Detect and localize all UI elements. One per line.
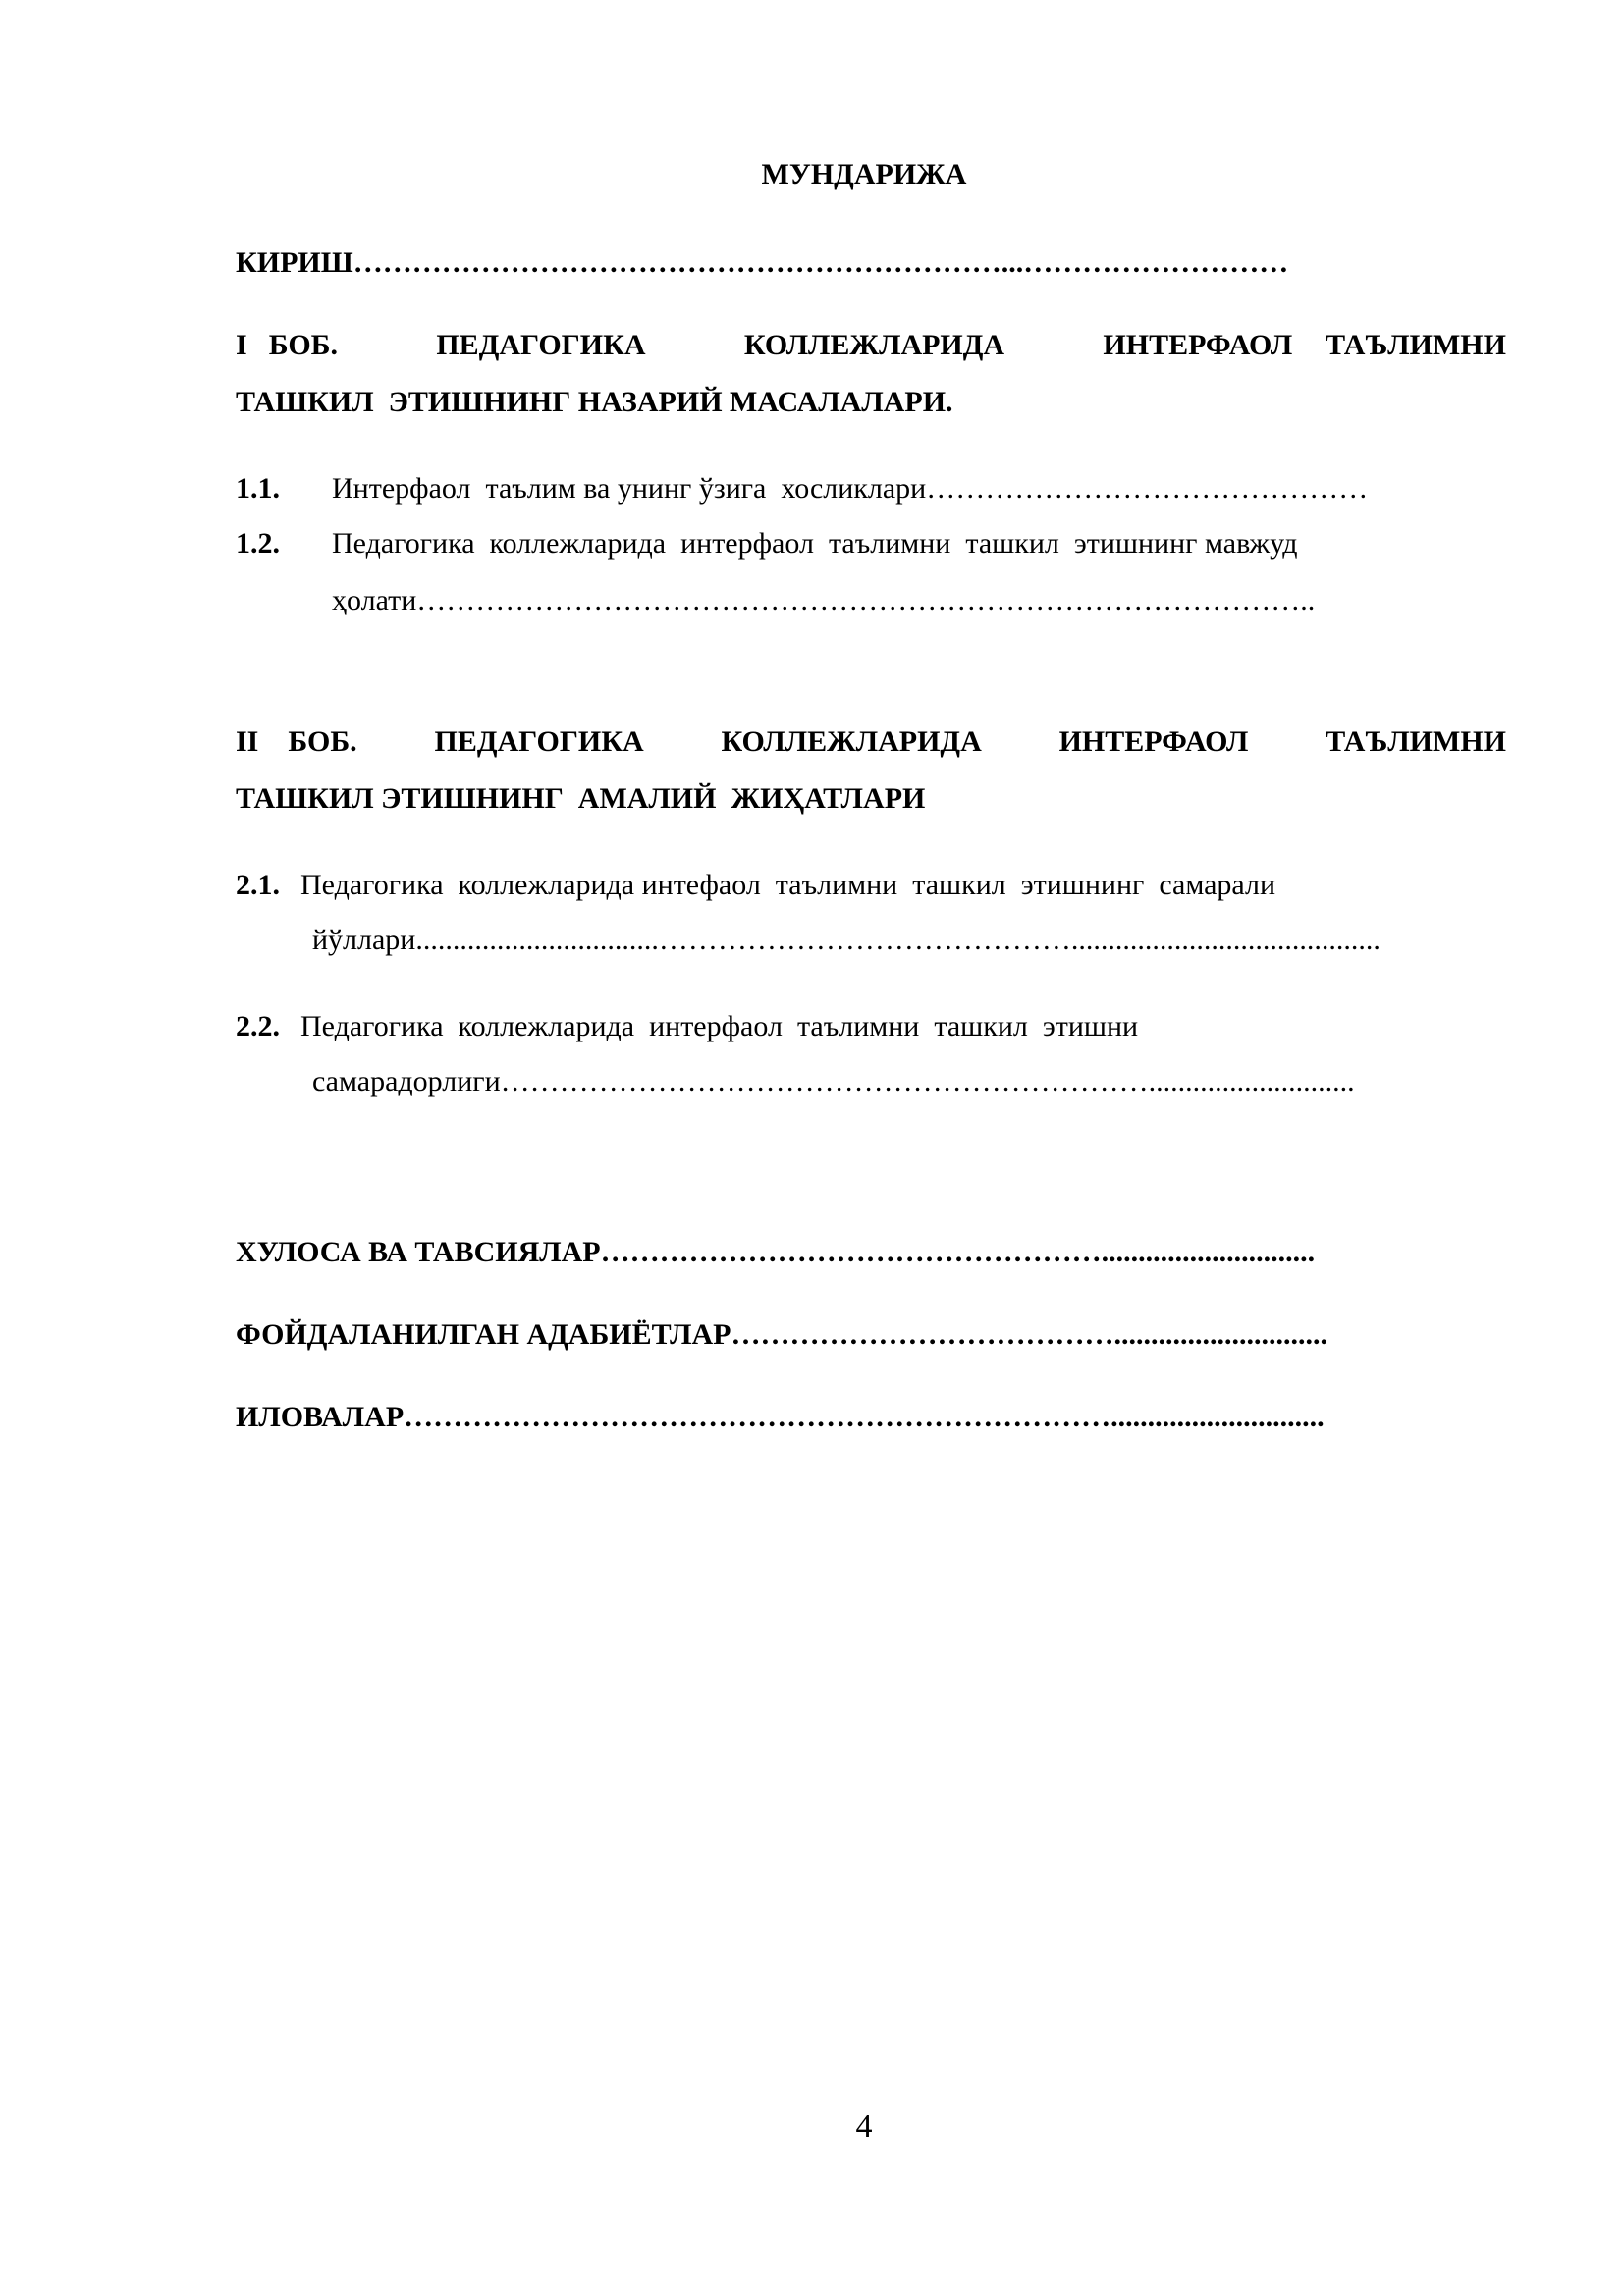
chapter2-heading-line1	[236, 724, 1506, 760]
toc-item-continuation: йўллари.................................……………………………………..........................................	[312, 924, 1380, 956]
chapter1-word3: ПЕДАГОГИКА	[436, 329, 646, 361]
chapter2-word6: ТАЪЛИМНИ	[1326, 725, 1506, 758]
chapter2-word5: ИНТЕРФАОЛ	[1058, 725, 1249, 758]
chapter2-heading-line2: ТАШКИЛ ЭТИШНИНГ АМАЛИЙ ЖИҲАТЛАРИ	[236, 782, 926, 815]
toc-item-number: 2.2.	[236, 1010, 280, 1042]
toc-item-number: 1.2.	[236, 527, 280, 560]
toc-item-continuation: ҳолати………………………………………………………………………………..	[332, 584, 1316, 616]
toc-item-text: Педагогика коллежларида интерфаол таълимни ташкил этишнинг мавжуд	[332, 527, 1298, 560]
chapter2-roman: II	[236, 725, 259, 758]
chapter1-word4: КОЛЛЕЖЛАРИДА	[743, 329, 1005, 361]
chapter1-heading-line2: ТАШКИЛ ЭТИШНИНГ НАЗАРИЙ МАСАЛАЛАРИ.	[236, 386, 953, 418]
chapter2-word4: КОЛЛЕЖЛАРИДА	[721, 725, 982, 758]
chapter2-word3: ПЕДАГОГИКА	[434, 725, 644, 758]
page-number: 4	[855, 2109, 873, 2145]
chapter1-word5: ИНТЕРФАОЛ	[1103, 329, 1293, 361]
page-title: МУНДАРИЖА	[761, 158, 967, 190]
toc-item-text: Педагогика коллежларида интефаол таълимни ташкил этишнинг самарали	[300, 869, 1276, 901]
toc-item-continuation: самарадорлиги…………………………………………………………............................	[312, 1065, 1355, 1097]
chapter1-heading-line1	[236, 328, 1506, 363]
toc-item-text: Интерфаол таълим ва унинг ўзига хосликлари………………………………………	[332, 472, 1369, 505]
chapter2-bob: БОБ.	[288, 725, 357, 758]
chapter1-roman: I	[236, 329, 247, 361]
toc-conclusions: ХУЛОСА ВА ТАВСИЯЛАР…………………………………………….............................	[236, 1236, 1316, 1268]
toc-references: ФОЙДАЛАНИЛГАН АДАБИЁТЛАР………………………………….............................	[236, 1318, 1327, 1351]
toc-item-number: 2.1.	[236, 869, 280, 901]
toc-appendices: ИЛОВАЛАР……………………………………………………………….............................	[236, 1401, 1325, 1433]
toc-item-text: Педагогика коллежларида интерфаол таълимни ташкил этишни	[300, 1010, 1139, 1042]
chapter1-bob: БОБ.	[268, 329, 338, 361]
chapter1-word6: ТАЪЛИМНИ	[1326, 329, 1506, 361]
toc-intro: КИРИШ…………………………………………………………...………………………	[236, 246, 1289, 279]
toc-item-number: 1.1.	[236, 472, 280, 505]
